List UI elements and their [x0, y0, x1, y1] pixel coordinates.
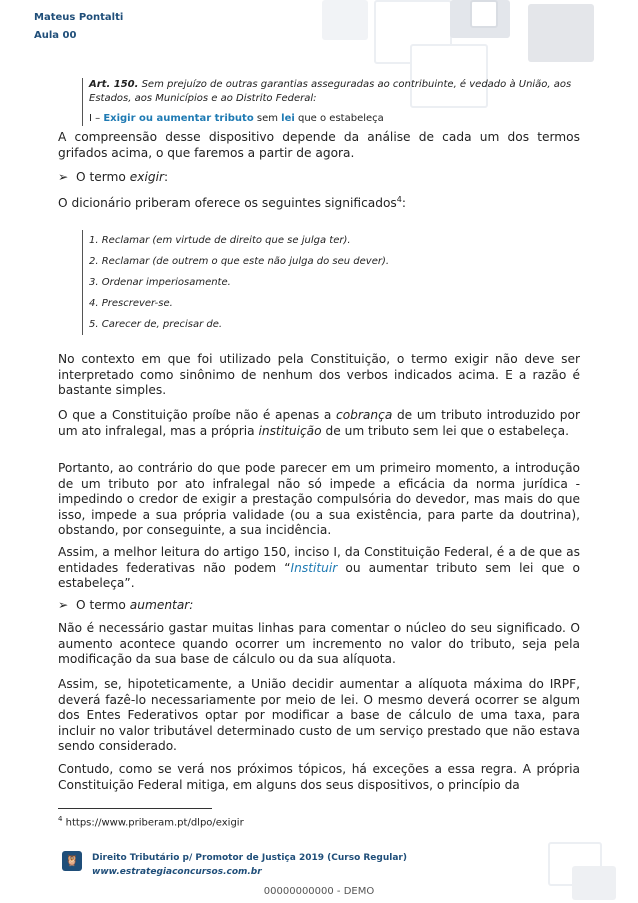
- inciso-suffix: que o estabeleça: [294, 113, 384, 124]
- law-inciso: [89, 112, 601, 126]
- paragraph: Contudo, como se verá nos próximos tópicos, há exceções a essa regra. A própria Constituição Federal mitiga, em alguns dos seus dispositivos, o princípio da: [58, 762, 580, 792]
- inciso-prefix: I –: [89, 113, 104, 124]
- arrow-bullet-icon: ➢: [58, 598, 69, 612]
- footnote: $^4$ https://www.priberam.pt/dlpo/exigir: [58, 815, 244, 829]
- inciso-mid: sem: [253, 113, 282, 124]
- paragraph: No contexto em que foi utilizado pela Constituição, o termo exigir não deve ser interpretado como sinônimo de nenhum dos verbos indicados acima. E a razão é bastante simples.: [58, 352, 580, 398]
- definition-item: 3. Ordenar imperiosamente.: [89, 277, 231, 288]
- inciso-highlight-exigir: Exigir ou aumentar tributo: [103, 113, 254, 124]
- paragraph: Portanto, ao contrário do que pode parecer em um primeiro momento, a introdução de um tributo por ato infralegal não só impede a eficácia da norma jurídica - impedindo o credor de exigir a prestação compulsória do devedor, mas mais do que isso, impede a sua própria validade (ou a sua existência, para parte da doutrina), obstando, por conseguinte, a sua incidência.: [58, 461, 580, 538]
- footnote-divider: [58, 808, 212, 809]
- decor-square: [528, 4, 594, 62]
- law-article: [89, 78, 601, 106]
- footnote-link[interactable]: https://www.priberam.pt/dlpo/exigir: [62, 817, 244, 829]
- paragraph: A compreensão desse dispositivo depende da análise de cada um dos termos grifados acima, o que faremos a partir de agora.: [58, 130, 580, 160]
- article-label: Art. 150.: [89, 79, 139, 90]
- paragraph: O dicionário priberam oferece os seguintes significados$^4$:: [58, 195, 406, 211]
- header-lesson: Aula 00: [34, 30, 77, 41]
- paragraph: Assim, a melhor leitura do artigo 150, inciso I, da Constituição Federal, é a de que as entidades federativas não podem “Instituir ou aumentar tributo sem lei que o estabeleça”.: [58, 545, 580, 591]
- instituir-highlight: Instituir: [290, 560, 338, 575]
- paragraph: Assim, se, hipoteticamente, a União decidir aumentar a alíquota máxima do IRPF, deverá fazê-lo necessariamente por meio de lei. O mesmo deverá ocorrer se algum dos Entes Federativos optar por modificar a base de cálculo de uma taxa, para incluir no valor tributável determinado custo de um serviço prestado que não estava sendo considerado.: [58, 677, 580, 754]
- owl-logo-icon: 🦉: [62, 851, 82, 871]
- article-text: Sem prejuízo de outras garantias asseguradas ao contribuinte, é vedado à União, aos Estados, aos Municípios e ao Distrito Federal:: [89, 79, 572, 104]
- paragraph: Não é necessário gastar muitas linhas para comentar o núcleo do seu significado. O aumento acontece quando ocorrer um incremento no valor do tributo, seja pela modificação da sua base de cálculo ou da sua alíquota.: [58, 621, 580, 667]
- bullet-aumentar: ➢ O termo aumentar:: [58, 598, 194, 612]
- definition-item: 4. Prescrever-se.: [89, 298, 173, 309]
- header-author: Mateus Pontalti: [34, 12, 124, 23]
- definition-item: 2. Reclamar (de outrem o que este não julga do seu dever).: [89, 256, 390, 267]
- footer-demo: 00000000000 - DEMO: [263, 886, 375, 897]
- arrow-bullet-icon: ➢: [58, 170, 69, 184]
- paragraph: O que a Constituição proíbe não é apenas a cobrança de um tributo introduzido por um ato infralegal, mas a própria instituição de um tributo sem lei que o estabeleça.: [58, 408, 580, 438]
- footer-site-link[interactable]: www.estrategiaconcursos.com.br: [92, 867, 262, 877]
- footnote-ref[interactable]: 4: [396, 195, 402, 204]
- definitions-quote: [82, 230, 601, 335]
- bullet-exigir: ➢ O termo exigir:: [58, 170, 169, 184]
- decor-square: [470, 0, 498, 28]
- definition-item: 5. Carecer de, precisar de.: [89, 319, 223, 330]
- inciso-highlight-lei: lei: [281, 113, 295, 124]
- law-quote: [82, 78, 601, 126]
- decor-square: [322, 0, 368, 40]
- definition-item: 1. Reclamar (em virtude de direito que se julga ter).: [89, 235, 351, 246]
- footer-course: Direito Tributário p/ Promotor de Justiça 2019 (Curso Regular): [92, 853, 407, 863]
